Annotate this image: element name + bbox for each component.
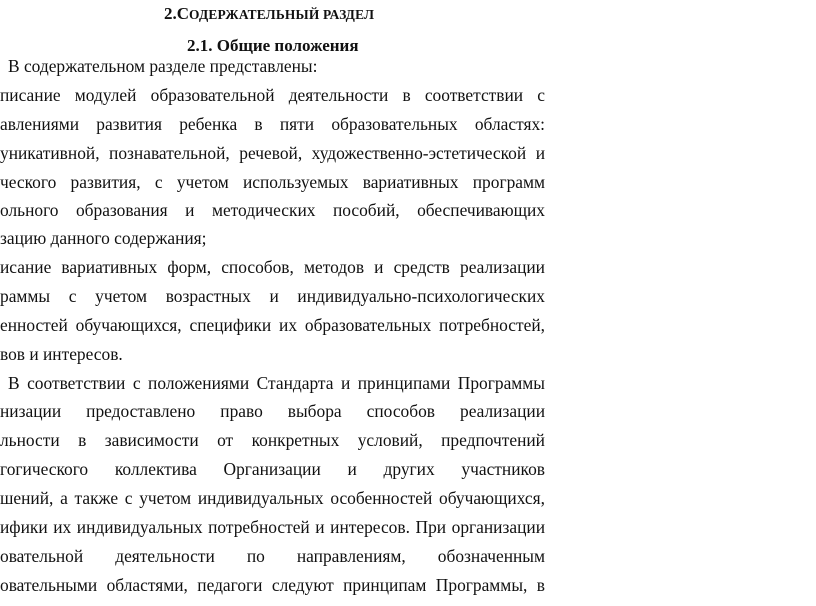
text-line-8: исание вариативных форм, способов, методов и средств реализации	[0, 257, 545, 277]
text-line-6: ольного образования и методических пособий, обеспечивающих	[0, 200, 545, 220]
text-line-15: гогического коллектива Организации и других участников	[0, 459, 545, 479]
text-line-13: низации предоставлено право выбора способов реализации	[0, 401, 545, 421]
text-line-7: зацию данного содержания;	[0, 228, 207, 248]
section-number: 2.	[164, 4, 177, 23]
text-line-19: овательными областями, педагоги следуют принципам Программы, в	[0, 575, 545, 595]
text-line-14: льности в зависимости от конкретных условий, предпочтений	[0, 430, 545, 450]
text-line-4: уникативной, познавательной, речевой, художественно-эстетической и	[0, 143, 545, 163]
section-title-rest: ОДЕРЖАТЕЛЬНЫЙ РАЗДЕЛ	[189, 7, 375, 22]
text-line-10: енностей обучающихся, специфики их образовательных потребностей,	[0, 315, 545, 335]
subsection-heading: 2.1. Общие положения	[187, 36, 359, 55]
text-line-2: писание модулей образовательной деятельности в соответствии с	[0, 85, 545, 105]
section-heading	[164, 4, 374, 24]
section-first-letter: С	[176, 4, 190, 23]
text-line-11: вов и интересов.	[0, 344, 123, 364]
text-line-17: ифики их индивидуальных потребностей и интересов. При организации	[0, 517, 545, 537]
text-line-9: раммы с учетом возрастных и индивидуально-психологических	[0, 286, 545, 306]
text-line-12: В соответствии с положениями Стандарта и принципами Программы	[8, 373, 545, 393]
text-line-5: ческого развития, с учетом используемых вариативных программ	[0, 172, 545, 192]
text-line-3: авлениями развития ребенка в пяти образовательных областях:	[0, 114, 545, 134]
text-line-18: овательной деятельности по направлениям, обозначенным	[0, 546, 545, 566]
text-line-16: шений, а также с учетом индивидуальных особенностей обучающихся,	[0, 488, 545, 508]
text-line-1: В содержательном разделе представлены:	[8, 56, 318, 76]
